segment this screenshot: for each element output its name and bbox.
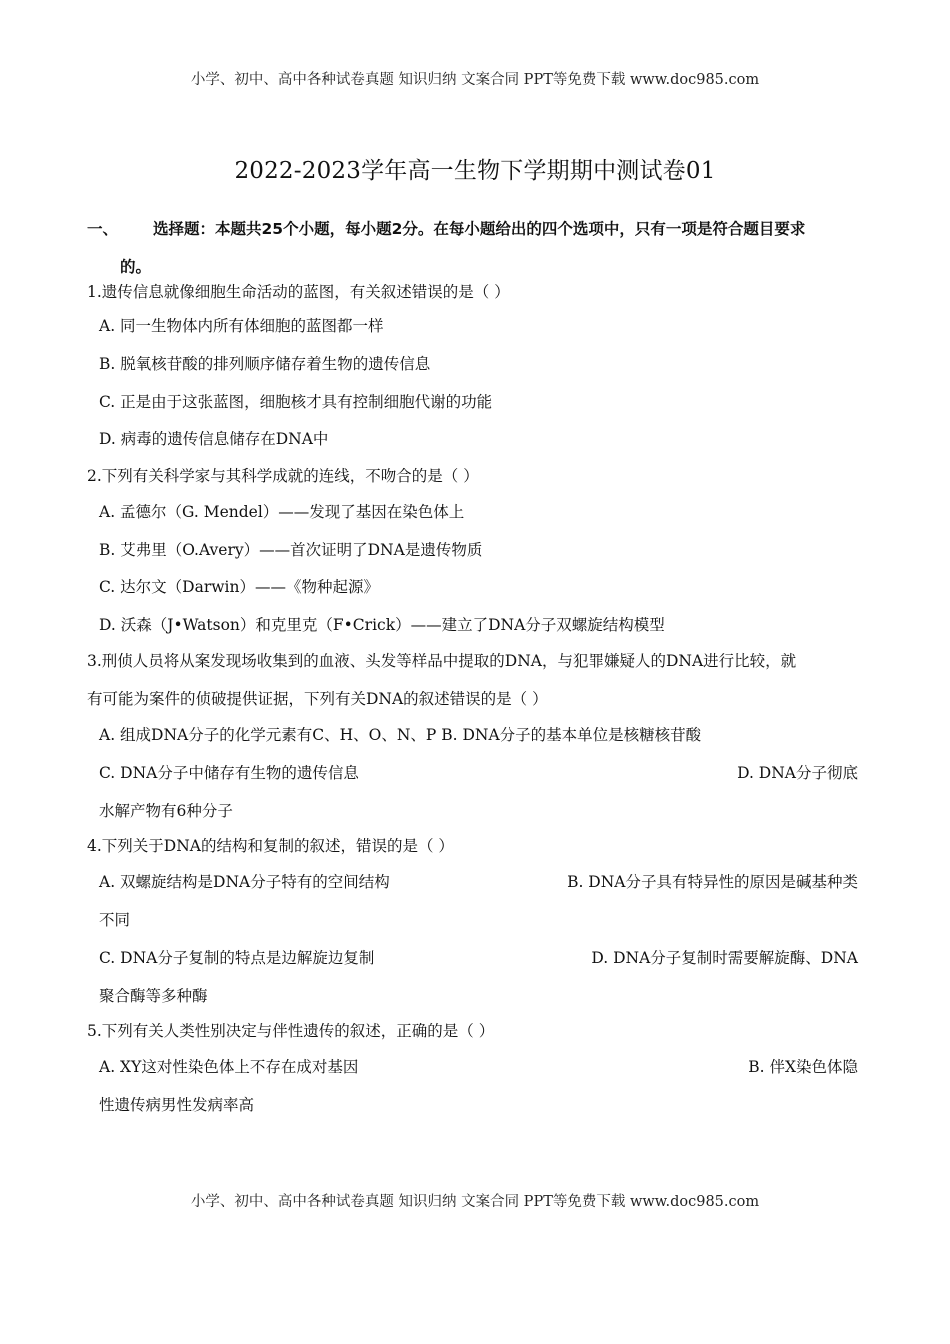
question-5-option-b-cont: 性遗传病男性发病率高 bbox=[99, 1096, 255, 1114]
question-1-option-a: A. 同一生物体内所有体细胞的蓝图都一样 bbox=[99, 317, 384, 335]
question-4-option-b-cont: 不同 bbox=[99, 911, 131, 929]
question-3-stem-line-2: 有可能为案件的侦破提供证据，下列有关DNA的叙述错误的是（ ） bbox=[87, 690, 548, 708]
question-4-option-d-cont: 聚合酶等多种酶 bbox=[99, 987, 208, 1005]
question-2-option-a: A. 孟德尔（G. Mendel）——发现了基因在染色体上 bbox=[99, 503, 465, 521]
question-3-options-ab: A. 组成DNA分子的化学元素有C、H、O、N、P B. DNA分子的基本单位是核糖核苷酸 bbox=[99, 726, 702, 744]
question-3-option-d: D. DNA分子彻底 bbox=[737, 764, 858, 782]
question-1-stem: 1.遗传信息就像细胞生命活动的蓝图，有关叙述错误的是（ ） bbox=[87, 283, 510, 301]
question-3-stem-line-1: 3.刑侦人员将从案发现场收集到的血液、头发等样品中提取的DNA，与犯罪嫌疑人的DNA进行比较，就 bbox=[87, 652, 797, 670]
question-4-option-b: B. DNA分子具有特异性的原因是碱基种类 bbox=[567, 873, 858, 891]
question-2-option-b: B. 艾弗里（O.Avery）——首次证明了DNA是遗传物质 bbox=[99, 541, 483, 559]
question-3-option-c: C. DNA分子中储存有生物的遗传信息 bbox=[99, 764, 359, 782]
page-header: 小学、初中、高中各种试卷真题 知识归纳 文案合同 PPT等免费下载 www.doc985.com bbox=[190, 72, 760, 88]
question-2-option-c: C. 达尔文（Darwin）——《物种起源》 bbox=[99, 578, 379, 596]
question-2-option-d: D. 沃森（J•Watson）和克里克（F•Crick）——建立了DNA分子双螺旋结构模型 bbox=[99, 616, 665, 634]
section-number: 一、 bbox=[87, 220, 119, 238]
question-4-stem: 4.下列关于DNA的结构和复制的叙述，错误的是（ ） bbox=[87, 837, 454, 855]
question-5-option-a: A. XY这对性染色体上不存在成对基因 bbox=[99, 1058, 359, 1076]
question-1-option-b: B. 脱氧核苷酸的排列顺序储存着生物的遗传信息 bbox=[99, 355, 431, 373]
question-5-stem: 5.下列有关人类性别决定与伴性遗传的叙述，正确的是（ ） bbox=[87, 1022, 495, 1040]
section-heading bbox=[87, 210, 867, 286]
section-instructions: 选择题：本题共25个小题，每小题2分。在每小题给出的四个选项中，只有一项是符合题目要求 bbox=[153, 220, 806, 238]
question-3-option-d-cont: 水解产物有6种分子 bbox=[99, 802, 233, 820]
question-1-option-d: D. 病毒的遗传信息储存在DNA中 bbox=[99, 430, 329, 448]
exam-title: 2022-2023学年高一生物下学期期中测试卷01 bbox=[234, 158, 716, 184]
page-footer: 小学、初中、高中各种试卷真题 知识归纳 文案合同 PPT等免费下载 www.doc985.com bbox=[190, 1194, 760, 1210]
question-5-option-b: B. 伴X染色体隐 bbox=[748, 1058, 858, 1076]
question-4-option-d: D. DNA分子复制时需要解旋酶、DNA bbox=[591, 949, 858, 967]
question-1-option-c: C. 正是由于这张蓝图，细胞核才具有控制细胞代谢的功能 bbox=[99, 393, 493, 411]
question-4-option-a: A. 双螺旋结构是DNA分子特有的空间结构 bbox=[99, 873, 390, 891]
question-4-option-c: C. DNA分子复制的特点是边解旋边复制 bbox=[99, 949, 375, 967]
question-2-stem: 2.下列有关科学家与其科学成就的连线，不吻合的是（ ） bbox=[87, 467, 479, 485]
section-instructions-cont: 的。 bbox=[120, 258, 152, 276]
